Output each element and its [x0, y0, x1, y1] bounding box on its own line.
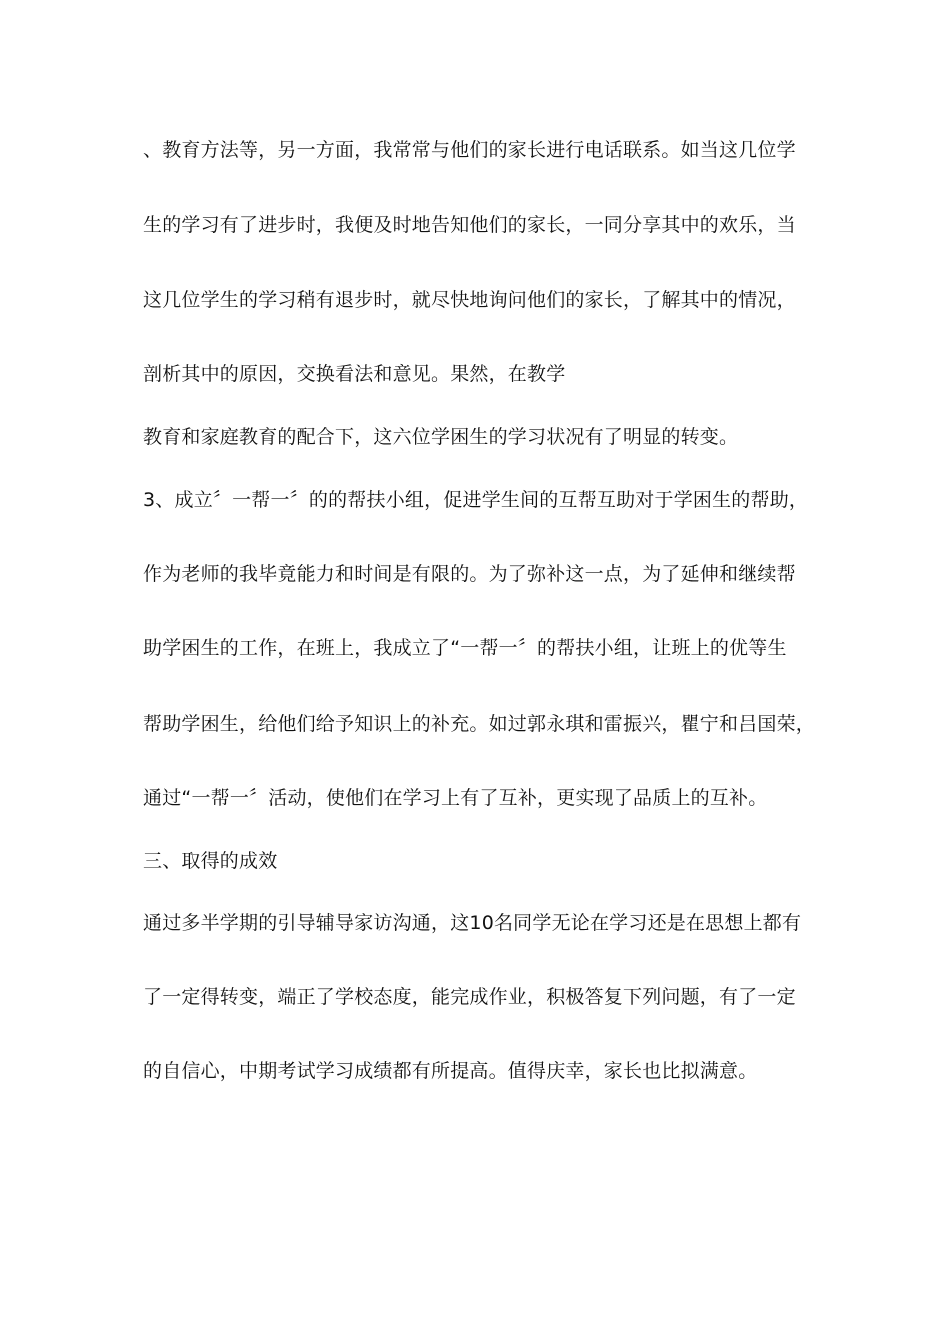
- paragraph-line: 帮助学困生，给他们给予知识上的补充。如过郭永琪和雷振兴，瞿宁和吕国荣，: [143, 713, 816, 735]
- paragraph-line: 这几位学生的学习稍有退步时，就尽快地询问他们的家长，了解其中的情况，: [143, 289, 796, 311]
- paragraph-line: 剖析其中的原因，交换看法和意见。果然，在教学: [143, 363, 566, 385]
- paragraph-line: 、教育方法等，另一方面，我常常与他们的家长进行电话联系。如当这几位学: [143, 139, 796, 161]
- section-heading: 三、取得的成效: [143, 850, 278, 872]
- paragraph-line: 作为老师的我毕竟能力和时间是有限的。为了弥补这一点，为了延伸和继续帮: [143, 563, 796, 585]
- section-item-3-heading: 3、成立〞一帮一〞的的帮扶小组，促进学生间的互帮互助对于学困生的帮助，: [143, 489, 809, 511]
- paragraph-line: 通过多半学期的引导辅导家访沟通，这10名同学无论在学习还是在思想上都有: [143, 912, 802, 934]
- paragraph-line: 了一定得转变，端正了学校态度，能完成作业，积极答复下列问题，有了一定: [143, 986, 796, 1008]
- paragraph-line: 助学困生的工作，在班上，我成立了“一帮一〞的帮扶小组，让班上的优等生: [143, 637, 787, 659]
- paragraph-line: 的自信心，中期考试学习成绩都有所提高。值得庆幸，家长也比拟满意。: [143, 1060, 758, 1082]
- paragraph-line: 教育和家庭教育的配合下，这六位学困生的学习状况有了明显的转变。: [143, 426, 739, 448]
- paragraph-line: 通过“一帮一〞活动，使他们在学习上有了互补，更实现了品质上的互补。: [143, 787, 768, 809]
- paragraph-line: 生的学习有了进步时，我便及时地告知他们的家长，一同分享其中的欢乐，当: [143, 214, 796, 236]
